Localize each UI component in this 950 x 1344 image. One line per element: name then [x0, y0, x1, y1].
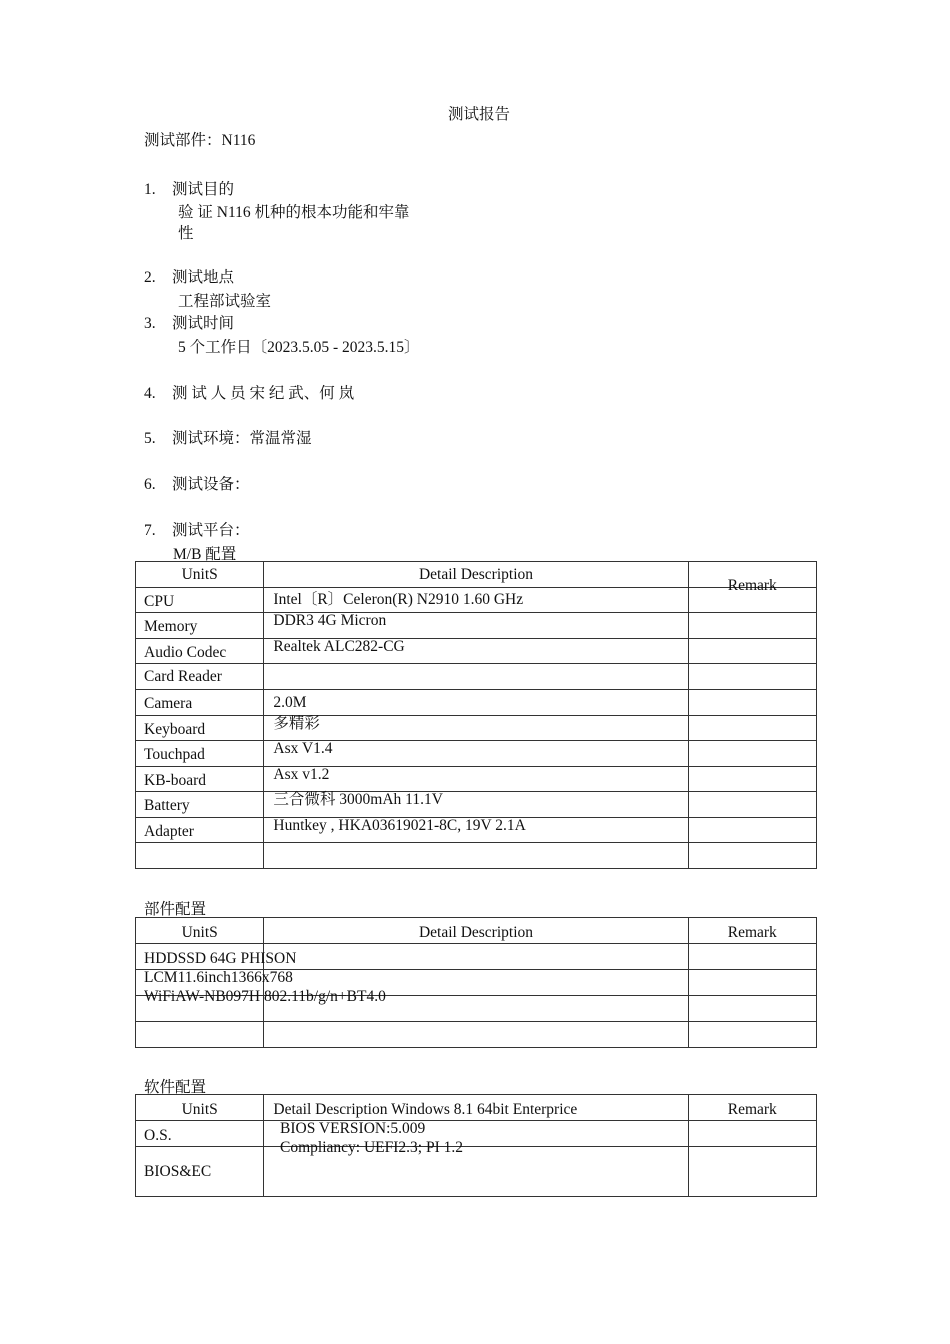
unit-cell: Card Reader [136, 664, 264, 690]
parts-line-hdd: HDDSSD 64G PHISON [144, 950, 297, 967]
detail-cell: DDR3 4G Micron [264, 613, 688, 639]
unit-cell: KB-board [136, 767, 264, 792]
section-3-heading [144, 311, 234, 333]
section-7-number: 7. [144, 522, 156, 539]
mb-config-label: M/B 配置 [173, 546, 237, 563]
table-header-row [136, 562, 817, 588]
section-2-heading [144, 265, 234, 287]
detail-cell: 2.0M [264, 690, 688, 716]
bios-label: BIOS&EC [136, 1147, 264, 1197]
detail-cell [264, 843, 688, 869]
parts-line-wifi: WiFiAW-NB097H 802.11b/g/n+BT4.0 [144, 988, 386, 1005]
remark-cell [688, 792, 816, 818]
bios-version: BIOS VERSION:5.009 [280, 1120, 426, 1137]
unit-cell: CPU [136, 588, 264, 613]
remark-cell [688, 767, 816, 792]
header-remark: Remark [688, 1095, 816, 1121]
mb-config-table [135, 561, 817, 869]
section-4-number: 4. [144, 385, 156, 402]
header-units: UnitS [136, 918, 264, 944]
section-7-heading [144, 518, 250, 540]
table-row [136, 792, 817, 818]
table-row [136, 1147, 817, 1197]
unit-cell: Memory [136, 613, 264, 639]
remark-cell [688, 818, 816, 843]
detail-cell: Intel〔R〕Celeron(R) N2910 1.60 GHz [264, 588, 688, 613]
section-2-body: 工程部试验室 [178, 293, 272, 310]
section-6-number: 6. [144, 476, 156, 493]
section-1-heading [144, 177, 234, 199]
detail-cell: 多精彩 [264, 716, 688, 741]
software-config-label: 软件配置 [144, 1079, 207, 1096]
table-row [136, 690, 817, 716]
remark-cell [688, 741, 816, 767]
unit-cell: Audio Codec [136, 639, 264, 664]
table-row [136, 588, 817, 613]
section-5-heading [144, 426, 312, 448]
unit-cell: Adapter [136, 818, 264, 843]
section-1-body-line1: 验 证 N116 机种的根本功能和牢靠 [178, 204, 410, 221]
detail-cell: Huntkey , HKA03619021-8C, 19V 2.1A [264, 818, 688, 843]
part-line: 测试部件：N116 [144, 132, 256, 149]
section-1-body-line2: 性 [178, 225, 194, 242]
section-3-label: 测试时间 [172, 315, 235, 332]
remark-cell [688, 613, 816, 639]
os-label: O.S. [136, 1121, 264, 1147]
section-6-heading [144, 472, 250, 494]
detail-cell: Asx V1.4 [264, 741, 688, 767]
detail-cell: Asx v1.2 [264, 767, 688, 792]
page-title: 测试报告 [447, 106, 510, 123]
table-row [136, 1022, 817, 1048]
header-detail: Detail Description [264, 918, 688, 944]
header-remark: Remark [688, 562, 816, 588]
section-5-label: 测试环境：常温常湿 [172, 430, 312, 447]
table-header-row [136, 918, 817, 944]
header-detail: Detail Description Windows 8.1 64bit Enterprice [264, 1095, 688, 1121]
remark-cell [688, 690, 816, 716]
section-3-number: 3. [144, 315, 156, 332]
header-detail: Detail Description [264, 562, 688, 588]
unit-cell: Touchpad [136, 741, 264, 767]
detail-cell: 三合微科 3000mAh 11.1V [264, 792, 688, 818]
section-1-number: 1. [144, 181, 156, 198]
section-1-label: 测试目的 [172, 181, 235, 198]
unit-cell: Keyboard [136, 716, 264, 741]
software-config-table [135, 1094, 817, 1197]
remark-cell [688, 639, 816, 664]
section-5-number: 5. [144, 430, 156, 447]
table-row [136, 818, 817, 843]
unit-cell: Camera [136, 690, 264, 716]
section-4-heading [144, 381, 354, 403]
table-row [136, 843, 817, 869]
unit-cell [136, 843, 264, 869]
section-3-body: 5 个工作日〔2023.5.05 - 2023.5.15〕 [178, 339, 420, 356]
section-2-number: 2. [144, 269, 156, 286]
section-7-label: 测试平台： [172, 522, 250, 539]
remark-cell [688, 664, 816, 690]
header-remark: Remark [688, 918, 816, 944]
header-units: UnitS [136, 562, 264, 588]
table-header-row [136, 1095, 817, 1121]
remark-cell [688, 716, 816, 741]
table-row [136, 639, 817, 664]
section-4-label: 测 试 人 员 宋 纪 武、何 岚 [172, 385, 355, 402]
remark-cell [688, 843, 816, 869]
bios-compliancy: Compliancy: UEFI2.3; PI 1.2 [280, 1139, 463, 1156]
table-row [136, 767, 817, 792]
parts-line-lcm: LCM11.6inch1366x768 [144, 969, 293, 986]
detail-cell: Realtek ALC282-CG [264, 639, 688, 664]
parts-config-label: 部件配置 [144, 901, 207, 918]
unit-cell: Battery [136, 792, 264, 818]
section-6-label: 测试设备： [172, 476, 250, 493]
header-units: UnitS [136, 1095, 264, 1121]
section-2-label: 测试地点 [172, 269, 235, 286]
table-row [136, 741, 817, 767]
detail-cell [264, 664, 688, 690]
table-row [136, 716, 817, 741]
table-row [136, 664, 817, 690]
table-row [136, 613, 817, 639]
table-row [136, 1121, 817, 1147]
